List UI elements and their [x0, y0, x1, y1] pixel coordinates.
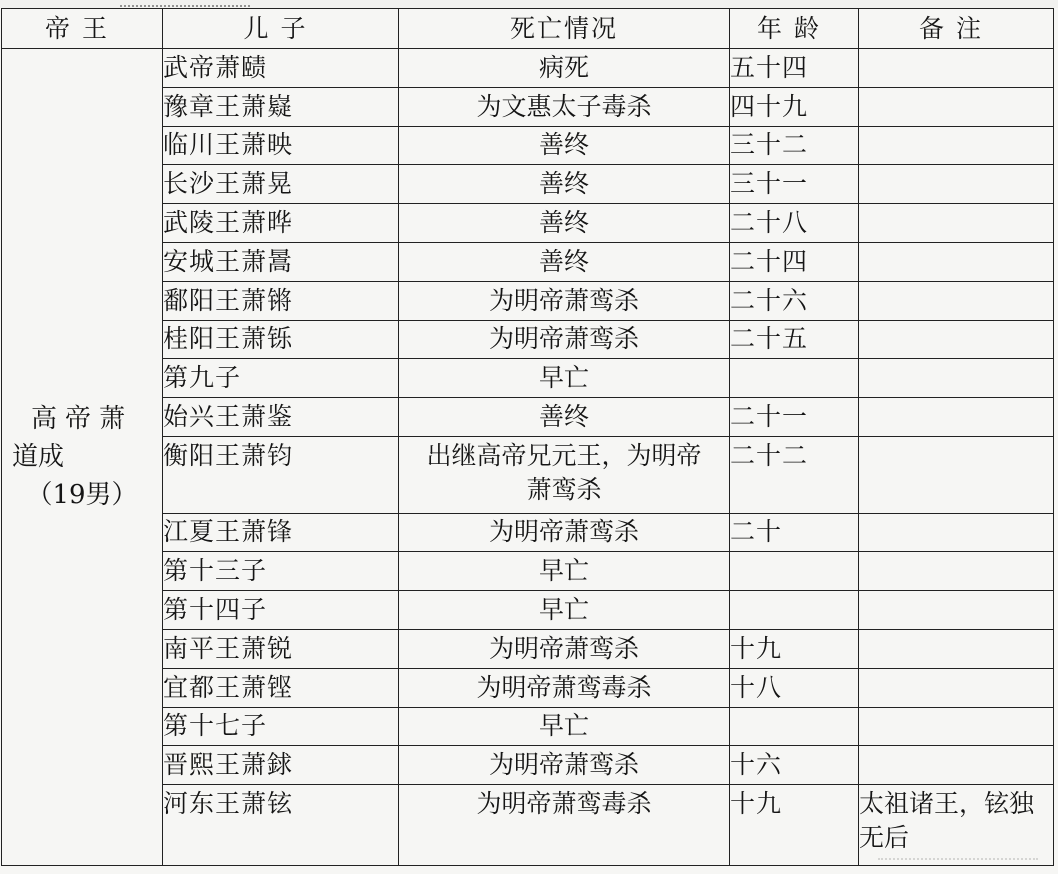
note — [859, 49, 1054, 88]
death-status: 为明帝萧鸾毒杀 — [399, 668, 730, 707]
age: 十九 — [730, 785, 859, 866]
death-status: 为明帝萧鸾杀 — [399, 281, 730, 320]
son-name: 第十七子 — [163, 707, 399, 746]
top-scribble — [120, 0, 250, 7]
emperor-son-count: （19男） — [26, 480, 138, 510]
header-note: 备注 — [859, 9, 1054, 49]
death-status: 为明帝萧鸾杀 — [399, 320, 730, 359]
note — [859, 513, 1054, 552]
son-name: 桂阳王萧铄 — [163, 320, 399, 359]
son-name: 安城王萧暠 — [163, 242, 399, 281]
age: 十六 — [730, 746, 859, 785]
death-status: 为明帝萧鸾杀 — [399, 629, 730, 668]
son-name: 宜都王萧铿 — [163, 668, 399, 707]
header-death: 死亡情况 — [399, 9, 730, 49]
age: 二十八 — [730, 204, 859, 243]
note — [859, 359, 1054, 398]
note — [859, 629, 1054, 668]
death-status: 为明帝萧鸾杀 — [399, 513, 730, 552]
note — [859, 204, 1054, 243]
son-name: 始兴王萧鉴 — [163, 398, 399, 437]
son-name: 鄱阳王萧锵 — [163, 281, 399, 320]
death-status: 善终 — [399, 126, 730, 165]
note — [859, 242, 1054, 281]
son-name: 河东王萧铉 — [163, 785, 399, 866]
son-name: 第十三子 — [163, 552, 399, 591]
header-row — [2, 9, 1054, 49]
death-status: 出继高帝兄元王，为明帝萧鸾杀 — [399, 436, 730, 513]
age — [730, 707, 859, 746]
emperor-cell — [2, 49, 163, 866]
header-son: 儿子 — [163, 9, 399, 49]
note — [859, 707, 1054, 746]
age — [730, 552, 859, 591]
dynasty-table — [1, 8, 1054, 866]
death-status: 早亡 — [399, 707, 730, 746]
son-name: 晋熙王萧銶 — [163, 746, 399, 785]
death-status: 为明帝萧鸾杀 — [399, 746, 730, 785]
age: 三十一 — [730, 165, 859, 204]
note — [859, 126, 1054, 165]
header-emperor: 帝王 — [2, 9, 163, 49]
age: 三十二 — [730, 126, 859, 165]
note — [859, 165, 1054, 204]
note — [859, 87, 1054, 126]
note: 太祖诸王，铉独无后 — [859, 785, 1054, 866]
age: 四十九 — [730, 87, 859, 126]
note — [859, 746, 1054, 785]
death-status: 善终 — [399, 398, 730, 437]
age: 二十四 — [730, 242, 859, 281]
son-name: 南平王萧锐 — [163, 629, 399, 668]
son-name: 第十四子 — [163, 591, 399, 630]
age: 二十 — [730, 513, 859, 552]
age: 十九 — [730, 629, 859, 668]
son-name: 第九子 — [163, 359, 399, 398]
son-name: 长沙王萧晃 — [163, 165, 399, 204]
death-status: 为明帝萧鸾毒杀 — [399, 785, 730, 866]
death-status: 早亡 — [399, 591, 730, 630]
age: 二十一 — [730, 398, 859, 437]
son-name: 武陵王萧晔 — [163, 204, 399, 243]
age: 二十六 — [730, 281, 859, 320]
emperor-name-line2: 道成 — [12, 442, 65, 472]
death-status: 为文惠太子毒杀 — [399, 87, 730, 126]
death-status: 善终 — [399, 242, 730, 281]
watermark — [878, 858, 1038, 874]
age: 五十四 — [730, 49, 859, 88]
emperor-name-line1: 高帝萧 — [30, 404, 133, 434]
age — [730, 591, 859, 630]
age — [730, 359, 859, 398]
note — [859, 281, 1054, 320]
son-name: 衡阳王萧钧 — [163, 436, 399, 513]
death-status: 病死 — [399, 49, 730, 88]
note — [859, 320, 1054, 359]
son-name: 临川王萧映 — [163, 126, 399, 165]
death-status: 早亡 — [399, 359, 730, 398]
son-name: 江夏王萧锋 — [163, 513, 399, 552]
note — [859, 552, 1054, 591]
note — [859, 398, 1054, 437]
son-name: 武帝萧赜 — [163, 49, 399, 88]
age: 二十二 — [730, 436, 859, 513]
age: 十八 — [730, 668, 859, 707]
header-age: 年龄 — [730, 9, 859, 49]
death-status: 善终 — [399, 165, 730, 204]
note — [859, 436, 1054, 513]
note — [859, 591, 1054, 630]
age: 二十五 — [730, 320, 859, 359]
death-status: 早亡 — [399, 552, 730, 591]
table-row — [2, 49, 1054, 88]
note — [859, 668, 1054, 707]
death-status: 善终 — [399, 204, 730, 243]
son-name: 豫章王萧嶷 — [163, 87, 399, 126]
